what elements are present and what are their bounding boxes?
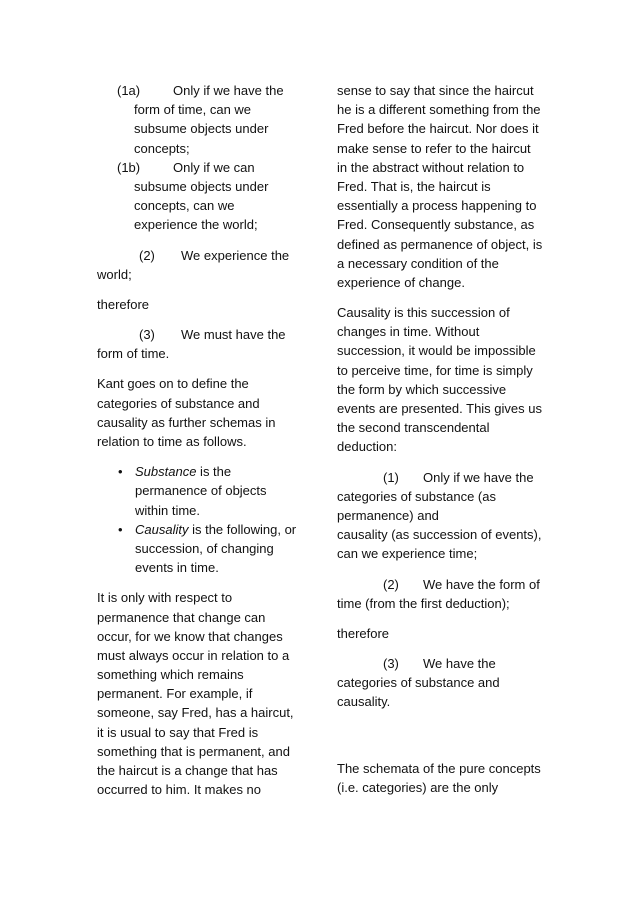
paragraph-causality (337, 303, 551, 457)
conclusion-label: (3) (383, 656, 399, 672)
paragraph-line: changes in time. Without (337, 324, 480, 340)
premise-label: (1b) (117, 159, 141, 175)
paragraph-line: Kant goes on to define the (97, 376, 249, 392)
premise-text: We experience the (181, 247, 290, 263)
paragraph-line: The schemata of the pure concepts (337, 760, 541, 776)
bullet-list (97, 462, 311, 577)
paragraph-line: Fred. Consequently substance, as (337, 217, 535, 233)
paragraph-line: It is only with respect to (97, 590, 233, 606)
therefore-label: therefore (337, 625, 390, 641)
bullet-term: Substance (135, 464, 197, 480)
paragraph-line: events are presented. This gives us (337, 401, 542, 416)
premise-text: Only if we have the (423, 469, 534, 485)
bullet-term: Causality (135, 521, 189, 537)
premise-line: experience the world; (134, 217, 258, 233)
therefore-label: therefore (97, 296, 150, 312)
premise-2-right (337, 575, 551, 613)
paragraph-line: make sense to refer to the haircut (337, 140, 531, 156)
paragraph-line: relation to time as follows. (97, 434, 247, 449)
paragraph-line: to perceive time, for time is simply (337, 362, 533, 378)
conclusion-line: categories of substance and (337, 675, 500, 691)
premise-line: form of time, can we (134, 102, 252, 118)
conclusion-line: form of time. (97, 346, 170, 362)
premise-line: causality (as succession of events), (337, 527, 542, 543)
bullet-line: succession, of changing (135, 540, 274, 556)
bullet-line: permanence of objects (135, 483, 267, 499)
paragraph-line: Fred before the haircut. Nor does it (337, 121, 539, 137)
bullet-line: within time. (135, 502, 201, 518)
premise-1 (337, 468, 551, 564)
paragraph-permanence (97, 588, 311, 799)
bullet-item-substance (97, 462, 311, 520)
premise-line: world; (97, 266, 132, 282)
paragraph-line: the second transcendental (337, 420, 490, 436)
premise-1a (97, 81, 311, 158)
premise-label: (1) (383, 469, 399, 485)
conclusion-text: We must have the (181, 327, 286, 343)
premise-label: (1a) (117, 83, 141, 98)
paragraph-line: a necessary condition of the (337, 255, 499, 271)
premise-text: Only if we can (173, 159, 255, 175)
paragraph-line: succession, it would be impossible (337, 343, 536, 359)
paragraph-schemata (337, 759, 551, 797)
paragraph-line: essentially a process happening to (337, 198, 537, 214)
conclusion-3 (97, 325, 311, 363)
premise-line: time (from the first deduction); (337, 595, 510, 611)
paragraph-line: experience of change. (337, 274, 465, 290)
bullet-text: is the following, or (188, 521, 297, 537)
paragraph-line: defined as permanence of object, is (337, 236, 543, 252)
paragraph-line: occurred to him. It makes no (97, 782, 262, 798)
paragraph-haircut (337, 81, 551, 292)
bullet-line: events in time. (135, 560, 219, 576)
paragraph-line: categories of substance and (97, 395, 260, 411)
paragraph-line: deduction: (337, 439, 397, 455)
paragraph-line: the haircut is a change that has (97, 763, 278, 778)
paragraph-line: it is usual to say that Fred is (97, 724, 259, 740)
paragraph-line: permanence that change can (97, 609, 266, 625)
right-column (337, 81, 551, 797)
premise-line: permanence) and (337, 507, 439, 523)
bullet-item-causality (97, 520, 311, 578)
paragraph-kant (97, 374, 311, 451)
paragraph-line: Fred. That is, the haircut is (337, 178, 491, 194)
paragraph-line: in the abstract without relation to (337, 159, 525, 175)
premise-line: categories of substance (as (337, 488, 496, 504)
premise-text: Only if we have the (173, 83, 284, 98)
premise-line: concepts; (134, 140, 190, 156)
conclusion-text: We have the (423, 656, 496, 672)
paragraph-line: something that is permanent, and (97, 743, 290, 759)
paragraph-line: Causality is this succession of (337, 305, 510, 321)
paragraph-line: the form by which successive (337, 381, 507, 397)
conclusion-label: (3) (139, 327, 155, 343)
paragraph-line: he is a different something from the (337, 102, 541, 118)
paragraph-line: (i.e. categories) are the only (337, 779, 499, 795)
paragraph-line: causality as further schemas in (97, 414, 276, 430)
left-column (97, 81, 311, 799)
bullet-text: is the (196, 464, 232, 480)
premise-1b (97, 158, 311, 235)
conclusion-line: causality. (337, 694, 391, 710)
paragraph-line: permanent. For example, if (97, 686, 253, 702)
premise-line: can we experience time; (337, 546, 478, 562)
premise-label: (2) (139, 247, 155, 263)
paragraph-line: something which remains (97, 667, 244, 683)
premise-2 (97, 246, 311, 284)
paragraph-line: occur, for we know that changes (97, 628, 283, 644)
premise-label: (2) (383, 576, 399, 592)
bullet-icon: • (118, 521, 123, 537)
paragraph-line: someone, say Fred, has a haircut, (97, 705, 294, 721)
premise-line: subsume objects under (134, 121, 269, 137)
paragraph-line: sense to say that since the haircut (337, 83, 534, 98)
paragraph-line: must always occur in relation to a (97, 647, 290, 663)
premise-line: subsume objects under (134, 178, 269, 194)
premise-line: concepts, can we (134, 198, 235, 214)
bullet-icon: • (118, 464, 123, 480)
conclusion-3-right (337, 654, 551, 712)
premise-text: We have the form of (423, 576, 540, 592)
